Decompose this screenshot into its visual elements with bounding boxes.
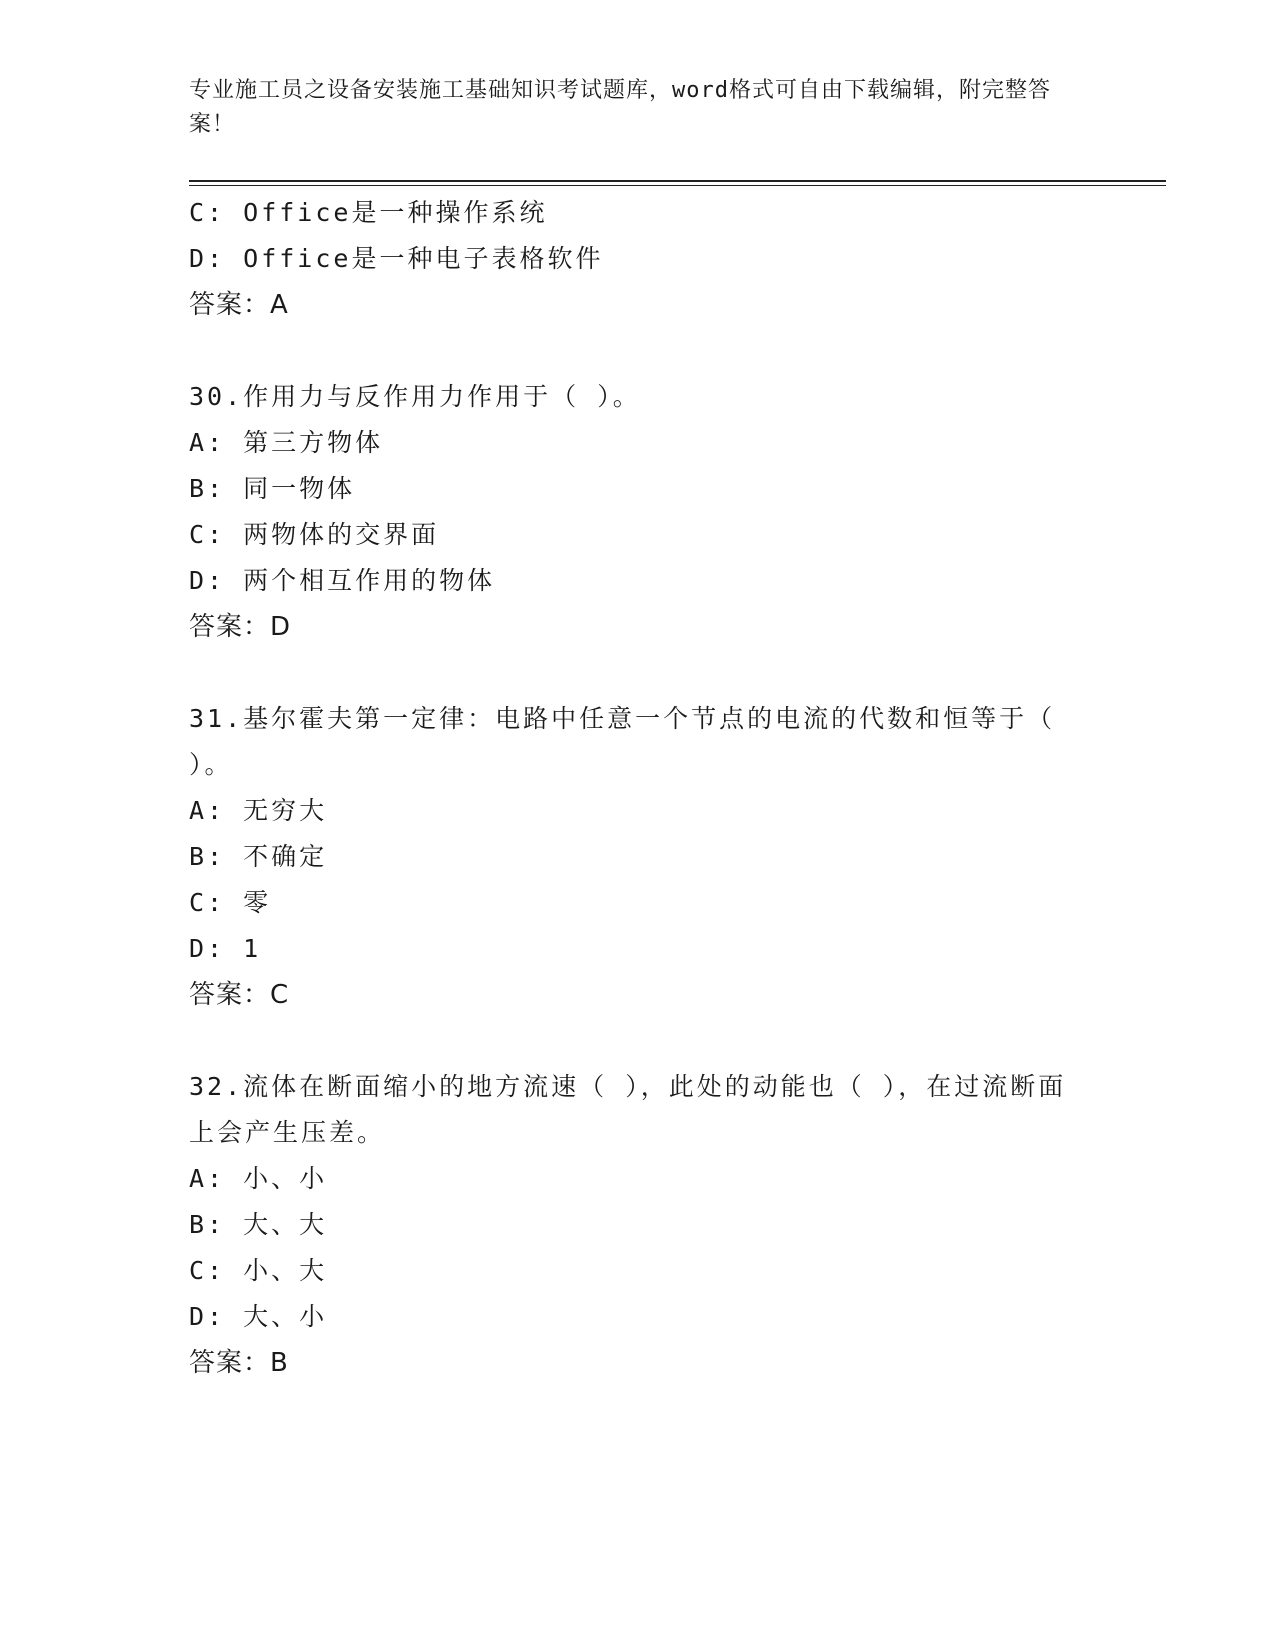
question-stem: 32.流体在断面缩小的地方流速（ ），此处的动能也（ ），在过流断面上会产生压差。 bbox=[189, 1072, 1067, 1147]
option-c: C: 小、大 bbox=[189, 1256, 328, 1285]
answer: 答案：B bbox=[189, 1348, 289, 1378]
option-d: D: 两个相互作用的物体 bbox=[189, 566, 496, 595]
option-b: B: 同一物体 bbox=[189, 474, 356, 503]
option-b: B: 不确定 bbox=[189, 842, 328, 871]
answer: 答案：D bbox=[189, 612, 292, 642]
option-b: B: 大、大 bbox=[189, 1210, 328, 1239]
option-c: C: 两物体的交界面 bbox=[189, 520, 440, 549]
option-a: A: 第三方物体 bbox=[189, 428, 384, 457]
option-c: C: Office是一种操作系统 bbox=[189, 198, 548, 227]
option-c: C: 零 bbox=[189, 888, 272, 917]
question-stem: 31.基尔霍夫第一定律：电路中任意一个节点的电流的代数和恒等于（ ）。 bbox=[189, 704, 1056, 779]
option-d: D: Office是一种电子表格软件 bbox=[189, 244, 604, 273]
question-31 bbox=[189, 696, 1089, 1018]
option-d: D: 1 bbox=[189, 934, 262, 963]
question-32 bbox=[189, 1064, 1089, 1386]
option-a: A: 无穷大 bbox=[189, 796, 328, 825]
question-stem: 30.作用力与反作用力作用于（ ）。 bbox=[189, 382, 641, 411]
header-rule-thick bbox=[189, 180, 1166, 182]
question-30 bbox=[189, 374, 1089, 650]
option-d: D: 大、小 bbox=[189, 1302, 328, 1331]
carryover-block bbox=[189, 190, 1089, 328]
document-header: 专业施工员之设备安装施工基础知识考试题库，word格式可自由下载编辑，附完整答案！ bbox=[189, 78, 1051, 137]
option-a: A: 小、小 bbox=[189, 1164, 328, 1193]
answer: 答案：C bbox=[189, 980, 290, 1010]
answer: 答案：A bbox=[189, 290, 289, 320]
header-rule-thin bbox=[189, 185, 1166, 186]
question-content bbox=[189, 190, 1089, 1386]
